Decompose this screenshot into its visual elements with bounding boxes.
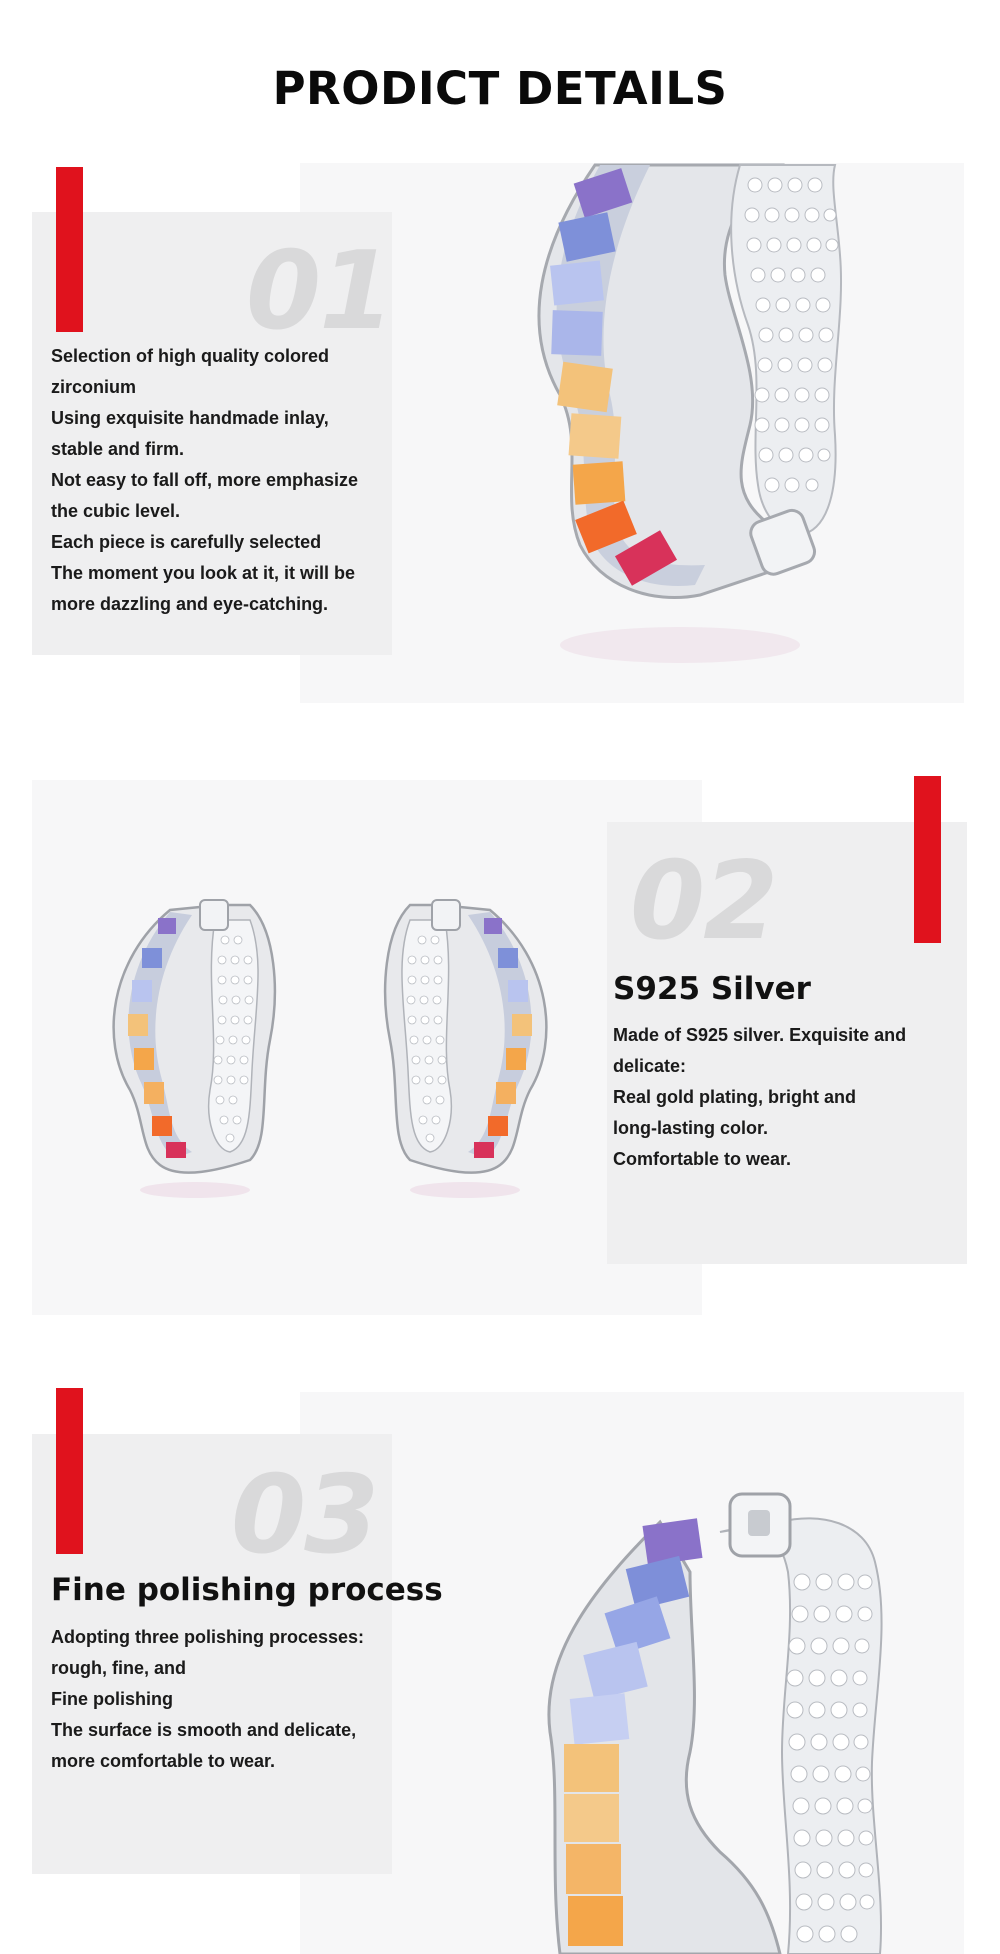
section-description xyxy=(51,1622,364,1777)
description-line: Real gold plating, bright and xyxy=(613,1087,856,1107)
description-line: Using exquisite handmade inlay, xyxy=(51,408,329,428)
description-line: Selection of high quality colored xyxy=(51,346,330,366)
earring-pair-photo xyxy=(100,890,560,1210)
section-number: 02 xyxy=(630,839,777,964)
left-earring xyxy=(114,900,275,1198)
accent-bar xyxy=(56,1388,83,1554)
description-line: Each piece is carefully selected xyxy=(51,532,322,552)
description-line: The surface is smooth and delicate, xyxy=(51,1720,357,1740)
description-line: Made of S925 silver. Exquisite and xyxy=(613,1025,907,1045)
description-line: The moment you look at it, it will be xyxy=(51,563,356,583)
description-line: zirconium xyxy=(51,377,137,397)
accent-bar xyxy=(914,776,941,943)
right-earring xyxy=(385,900,546,1198)
description-line: Adopting three polishing processes: xyxy=(51,1627,365,1647)
description-line: long-lasting color. xyxy=(613,1118,769,1138)
page-title: PRODICT DETAILS xyxy=(272,62,728,115)
accent-bar xyxy=(56,167,83,332)
earring-closeup-photo xyxy=(520,1492,920,1954)
section-number: 03 xyxy=(231,1453,378,1578)
section-heading: Fine polishing process xyxy=(51,1572,443,1608)
earring-closeup-photo xyxy=(500,165,960,695)
description-line: Not easy to fall off, more emphasize xyxy=(51,470,359,490)
description-line: Comfortable to wear. xyxy=(613,1149,792,1169)
description-line: rough, fine, and xyxy=(51,1658,186,1678)
section-number: 01 xyxy=(246,229,393,354)
section-heading: S925 Silver xyxy=(613,971,811,1007)
section-description xyxy=(613,1020,906,1175)
description-line: the cubic level. xyxy=(51,501,181,521)
description-line: more dazzling and eye-catching. xyxy=(51,594,329,614)
description-line: delicate: xyxy=(613,1056,687,1076)
description-line: stable and firm. xyxy=(51,439,185,459)
description-line: Fine polishing xyxy=(51,1689,173,1709)
description-line: more comfortable to wear. xyxy=(51,1751,276,1771)
section-description xyxy=(51,341,358,620)
